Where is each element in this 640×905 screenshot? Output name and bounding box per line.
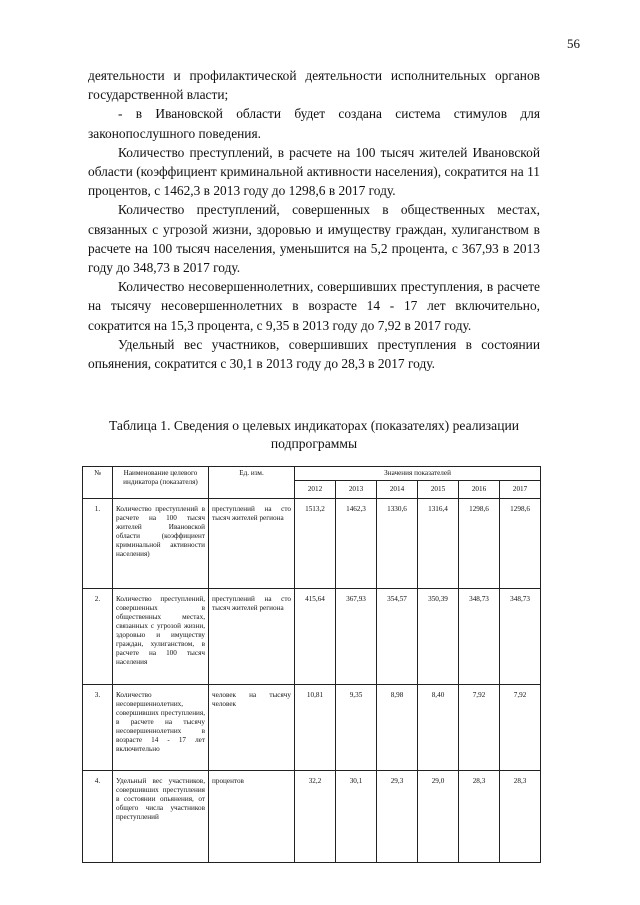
body-text xyxy=(88,66,540,373)
row-value: 8,98 xyxy=(377,685,418,771)
header-year: 2016 xyxy=(459,481,500,499)
paragraph: Удельный вес участников, совершивших преступления в состоянии опьянения, сократится с 30,1 в 2013 году до 28,3 в 2017 году. xyxy=(88,336,540,372)
row-value: 354,57 xyxy=(377,589,418,685)
row-name: Количество преступлений в расчете на 100 тысяч жителей Ивановской области (коэффициент криминальной активности населения) xyxy=(113,499,209,589)
row-value: 30,1 xyxy=(336,771,377,863)
header-year: 2017 xyxy=(500,481,541,499)
row-value: 1513,2 xyxy=(295,499,336,589)
paragraph: деятельности и профилактической деятельности исполнительных органов государственной власти; xyxy=(88,68,540,103)
page-number: 56 xyxy=(567,36,580,51)
paragraph: - в Ивановской области будет создана система стимулов для законопослушного поведения. xyxy=(88,106,540,141)
row-value: 348,73 xyxy=(459,589,500,685)
header-num: № xyxy=(83,467,113,499)
row-num: 2. xyxy=(83,589,113,685)
row-unit: преступлений на сто тысяч жителей региона xyxy=(209,589,295,685)
row-value: 1330,6 xyxy=(377,499,418,589)
row-name: Количество преступлений, совершенных в общественных местах, связанных с угрозой жизни, здоровью и имуществу граждан, хулиганством, в расчете на 100 тысяч населения xyxy=(113,589,209,685)
header-year: 2014 xyxy=(377,481,418,499)
row-value: 29,3 xyxy=(377,771,418,863)
table-row xyxy=(83,771,541,863)
row-name: Удельный вес участников, совершивших преступления в состоянии опьянения, от общего числа участников преступлений xyxy=(113,771,209,863)
row-value: 348,73 xyxy=(500,589,541,685)
header-year: 2013 xyxy=(336,481,377,499)
paragraph: Количество преступлений, в расчете на 100 тысяч жителей Ивановской области (коэффициент криминальной активности населения), сократится на 11 процентов, с 1462,3 в 2013 году до 1298,6 в 2017 году. xyxy=(88,144,540,199)
row-value: 1298,6 xyxy=(500,499,541,589)
row-value: 7,92 xyxy=(459,685,500,771)
row-unit: преступлений на сто тысяч жителей региона xyxy=(209,499,295,589)
row-unit: человек на тысячу человек xyxy=(209,685,295,771)
table-header-row xyxy=(83,467,541,481)
header-values: Значения показателей xyxy=(295,467,541,481)
table-row xyxy=(83,685,541,771)
header-year: 2015 xyxy=(418,481,459,499)
row-value: 1298,6 xyxy=(459,499,500,589)
row-name: Количество несовершеннолетних, совершивших преступления, в расчете на тысячу несовершеннолетних в возрасте 14 - 17 лет включительно xyxy=(113,685,209,771)
row-value: 1316,4 xyxy=(418,499,459,589)
row-num: 4. xyxy=(83,771,113,863)
row-num: 1. xyxy=(83,499,113,589)
row-unit: процентов xyxy=(209,771,295,863)
row-value: 28,3 xyxy=(459,771,500,863)
paragraph: Количество преступлений, совершенных в общественных местах, связанных с угрозой жизни, здоровью и имуществу граждан, хулиганством в расчете на 100 тысяч населения, уменьшится на 5,2 процента, с 367,93 в 2013 году до 348,73 в 2017 году. xyxy=(88,202,540,276)
row-value: 350,39 xyxy=(418,589,459,685)
row-value: 29,0 xyxy=(418,771,459,863)
row-value: 367,93 xyxy=(336,589,377,685)
paragraph: Количество несовершеннолетних, совершивших преступления, в расчете на тысячу несовершеннолетних в возрасте 14 - 17 лет включительно, сократится на 15,3 процента, с 9,35 в 2013 году до 7,92 в 2017 году. xyxy=(88,279,540,333)
row-value: 8,40 xyxy=(418,685,459,771)
header-name: Наименование целевого индикатора (показателя) xyxy=(113,467,209,499)
row-value: 9,35 xyxy=(336,685,377,771)
header-year: 2012 xyxy=(295,481,336,499)
table-caption: Таблица 1. Сведения о целевых индикаторах (показателях) реализации подпрограммы xyxy=(108,418,520,451)
table-row xyxy=(83,499,541,589)
row-value: 415,64 xyxy=(295,589,336,685)
row-value: 10,81 xyxy=(295,685,336,771)
row-value: 1462,3 xyxy=(336,499,377,589)
row-value: 28,3 xyxy=(500,771,541,863)
table-row xyxy=(83,589,541,685)
indicators-table xyxy=(82,466,541,863)
header-unit: Ед. изм. xyxy=(209,467,295,499)
row-value: 32,2 xyxy=(295,771,336,863)
row-num: 3. xyxy=(83,685,113,771)
row-value: 7,92 xyxy=(500,685,541,771)
